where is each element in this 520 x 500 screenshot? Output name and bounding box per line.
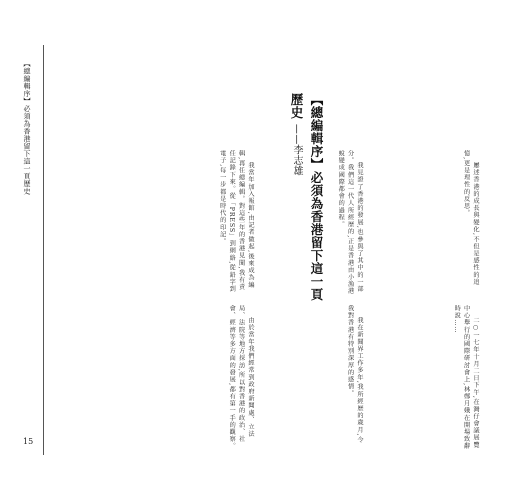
author-byline: ——李志雄 <box>291 123 302 177</box>
paragraph: 二○一七年十月二日下午,在灣仔會議展覽中心舉行的國際研討會上,林鄭月娥在開場致辭時說…… <box>453 305 479 450</box>
page-number: 15 <box>23 437 34 446</box>
paragraph: 我在新聞界工作多年,我所經歷的歲月,令我對香港有特別深厚的感情。 <box>346 305 363 444</box>
title-text: 【總編輯序】必須為香港留下這一頁歷史 <box>289 93 324 301</box>
margin-rule <box>43 45 44 455</box>
text-column-mid-bottom <box>264 305 364 450</box>
text-column-right-top <box>370 150 480 295</box>
running-head: 【總編輯序】必須為香港留下這一頁歷史 <box>23 60 31 195</box>
paragraph: 屢述香港的成長與變化,不但是感性的追憶,更是理性的反思。 <box>462 150 479 286</box>
paragraph: 我見證了香港的發展,也參與了其中的一部分。我們這一代人所經歷的,正是香港由小漁港蛻變成國際都會的過程。 <box>337 150 363 295</box>
paragraph: 由於當年我們經常到政府新聞處、立法局、法院等地方採訪,所以對香港的政治、社會、經濟等多方面的發展,都有第一手的觀察。 <box>228 305 254 450</box>
paragraph: 我當年加入報館,由記者做起,後來成為編輯,再任總編輯。對這些年的香港見聞,我有責任記錄下來。從「PRESS」到網絡,從鉛字到電子,每一步都是時代的印記。 <box>218 150 254 293</box>
text-column-left-top <box>55 150 255 295</box>
text-column-right-bottom <box>370 305 480 450</box>
text-column-left-bottom <box>55 305 255 450</box>
text-column-mid-top <box>264 150 364 295</box>
